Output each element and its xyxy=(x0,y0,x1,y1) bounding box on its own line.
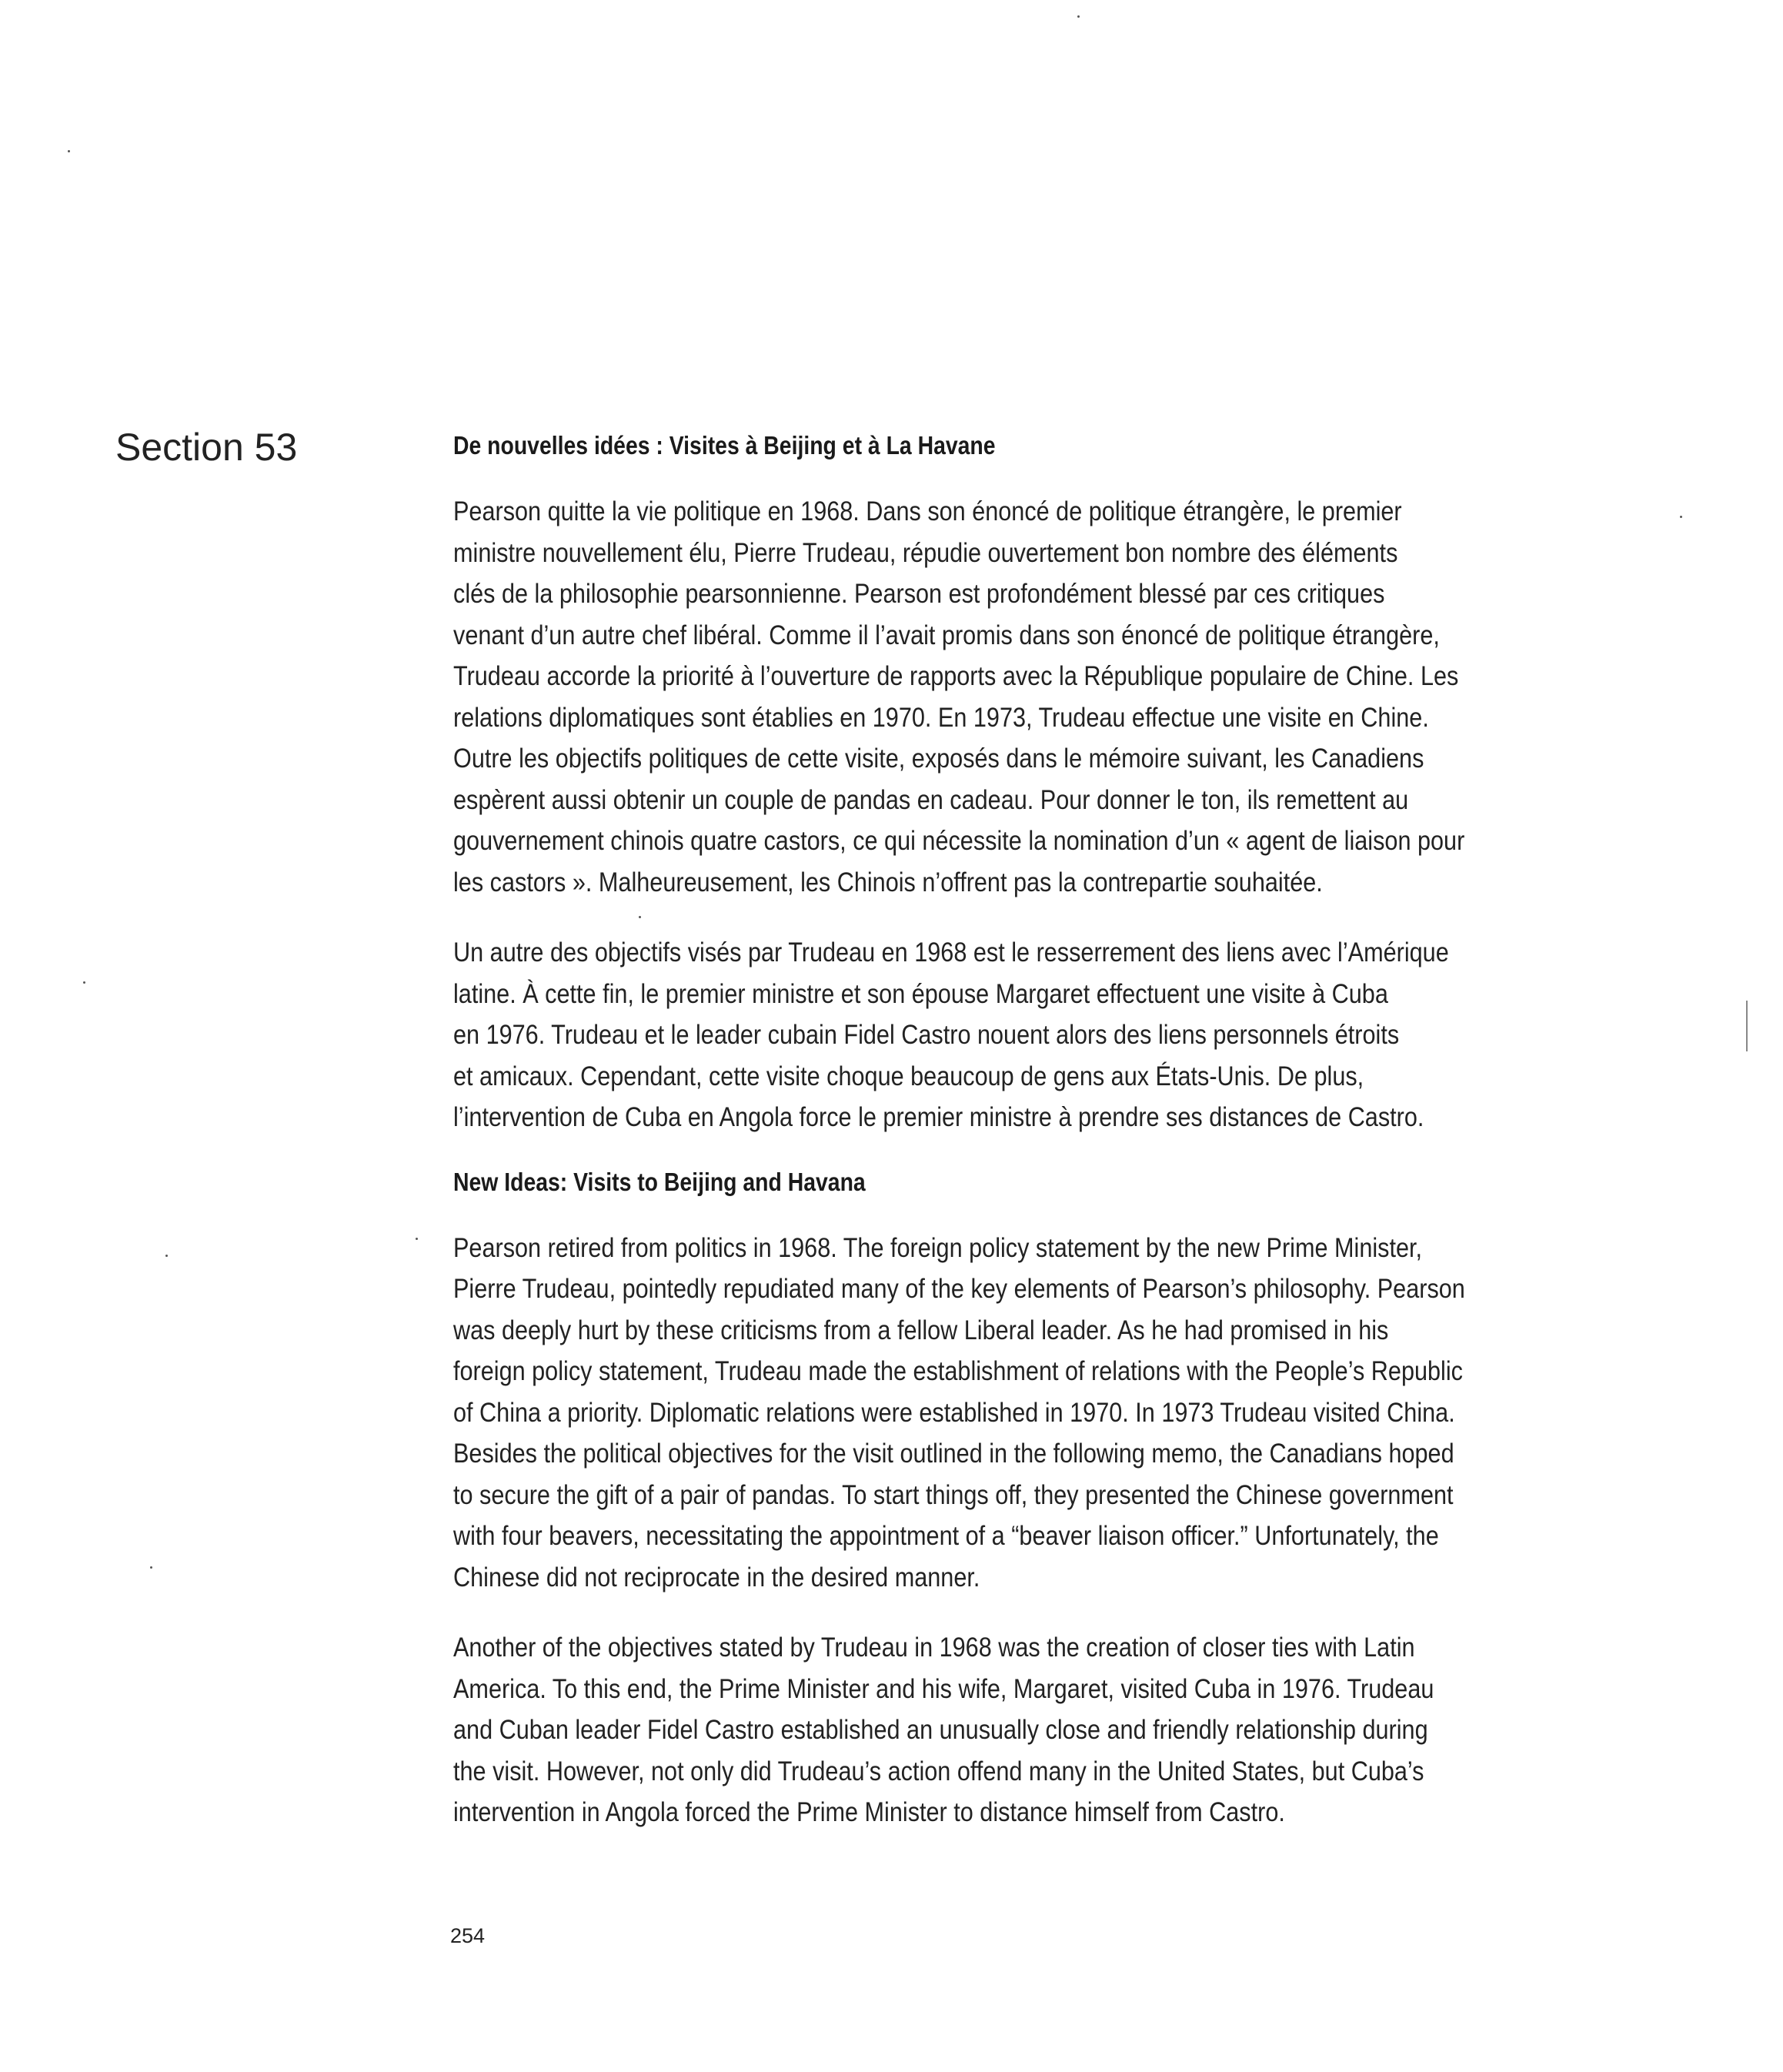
scan-speck xyxy=(416,1238,418,1240)
text-line: Outre les objectifs politiques de cette visite, exposés dans le mémoire suivant, les Canadiens xyxy=(453,744,1424,774)
text-line: of China a priority. Diplomatic relations were established in 1970. In 1973 Trudeau visited China. xyxy=(453,1397,1455,1428)
text-line: ministre nouvellement élu, Pierre Trudeau, répudie ouvertement bon nombre des éléments xyxy=(453,537,1398,568)
scan-speck xyxy=(83,981,85,984)
text-line: Pearson retired from politics in 1968. The foreign policy statement by the new Prime Minister, xyxy=(453,1232,1423,1263)
content-column xyxy=(453,431,1600,1863)
french-paragraph-2 xyxy=(453,932,1600,1138)
text-line: clés de la philosophie pearsonnienne. Pearson est profondément blessé par ces critiques xyxy=(453,579,1385,609)
french-heading: De nouvelles idées : Visites à Beijing et à La Havane xyxy=(453,431,996,460)
english-paragraph-2 xyxy=(453,1627,1600,1833)
text-line: en 1976. Trudeau et le leader cubain Fidel Castro nouent alors des liens personnels étroits xyxy=(453,1020,1400,1050)
text-line: Pearson quitte la vie politique en 1968. Dans son énoncé de politique étrangère, le premier xyxy=(453,496,1402,526)
scan-speck xyxy=(1680,516,1682,518)
french-paragraph-1 xyxy=(453,491,1600,903)
text-line: foreign policy statement, Trudeau made the establishment of relations with the People’s Republic xyxy=(453,1356,1463,1386)
scan-speck xyxy=(150,1566,152,1569)
text-line: latine. À cette fin, le premier ministre et son épouse Margaret effectuent une visite à Cuba xyxy=(453,978,1388,1009)
section-label: Section 53 xyxy=(115,426,298,469)
text-line: les castors ». Malheureusement, les Chinois n’offrent pas la contrepartie souhaitée. xyxy=(453,867,1323,897)
text-line: relations diplomatiques sont établies en 1970. En 1973, Trudeau effectue une visite en Chine. xyxy=(453,702,1429,733)
text-line: intervention in Angola forced the Prime Minister to distance himself from Castro. xyxy=(453,1797,1285,1827)
scan-speck xyxy=(639,916,641,918)
text-line: America. To this end, the Prime Minister and his wife, Margaret, visited Cuba in 1976. Trudeau xyxy=(453,1673,1434,1704)
text-line: l’intervention de Cuba en Angola force le premier ministre à prendre ses distances de Castro. xyxy=(453,1102,1424,1132)
text-line: and Cuban leader Fidel Castro established an unusually close and friendly relationship during xyxy=(453,1715,1428,1745)
text-line: to secure the gift of a pair of pandas. To start things off, they presented the Chinese government xyxy=(453,1479,1454,1510)
text-line: et amicaux. Cependant, cette visite choque beaucoup de gens aux États-Unis. De plus, xyxy=(453,1061,1364,1091)
text-line: gouvernement chinois quatre castors, ce qui nécessite la nomination d’un « agent de liaison pour xyxy=(453,826,1465,856)
text-line: with four beavers, necessitating the appointment of a “beaver liaison officer.” Unfortunately, the xyxy=(453,1521,1439,1551)
text-line: Trudeau accorde la priorité à l’ouverture de rapports avec la République populaire de Chine. Les xyxy=(453,661,1459,691)
text-line: Another of the objectives stated by Trudeau in 1968 was the creation of closer ties with Latin xyxy=(453,1633,1415,1663)
text-line: espèrent aussi obtenir un couple de pandas en cadeau. Pour donner le ton, ils remettent au xyxy=(453,784,1409,815)
text-line: Un autre des objectifs visés par Trudeau en 1968 est le resserrement des liens avec l’Amérique xyxy=(453,937,1449,967)
text-line: the visit. However, not only did Trudeau’s action offend many in the United States, but Cuba’s xyxy=(453,1756,1424,1786)
text-line: Pierre Trudeau, pointedly repudiated many of the key elements of Pearson’s philosophy. Pearson xyxy=(453,1274,1465,1304)
text-line: Chinese did not reciprocate in the desired manner. xyxy=(453,1562,980,1592)
scan-speck xyxy=(165,1255,168,1257)
text-line: venant d’un autre chef libéral. Comme il l’avait promis dans son énoncé de politique étrangère, xyxy=(453,620,1440,650)
scan-speck xyxy=(68,150,70,152)
english-heading: New Ideas: Visits to Beijing and Havana xyxy=(453,1167,866,1196)
page-number: 254 xyxy=(450,1924,486,1947)
english-paragraph-1 xyxy=(453,1228,1600,1599)
scan-margin-mark xyxy=(1746,1001,1748,1051)
scan-speck xyxy=(1077,15,1080,18)
text-line: Besides the political objectives for the visit outlined in the following memo, the Canadians hoped xyxy=(453,1439,1454,1469)
text-line: was deeply hurt by these criticisms from a fellow Liberal leader. As he had promised in his xyxy=(453,1315,1389,1345)
